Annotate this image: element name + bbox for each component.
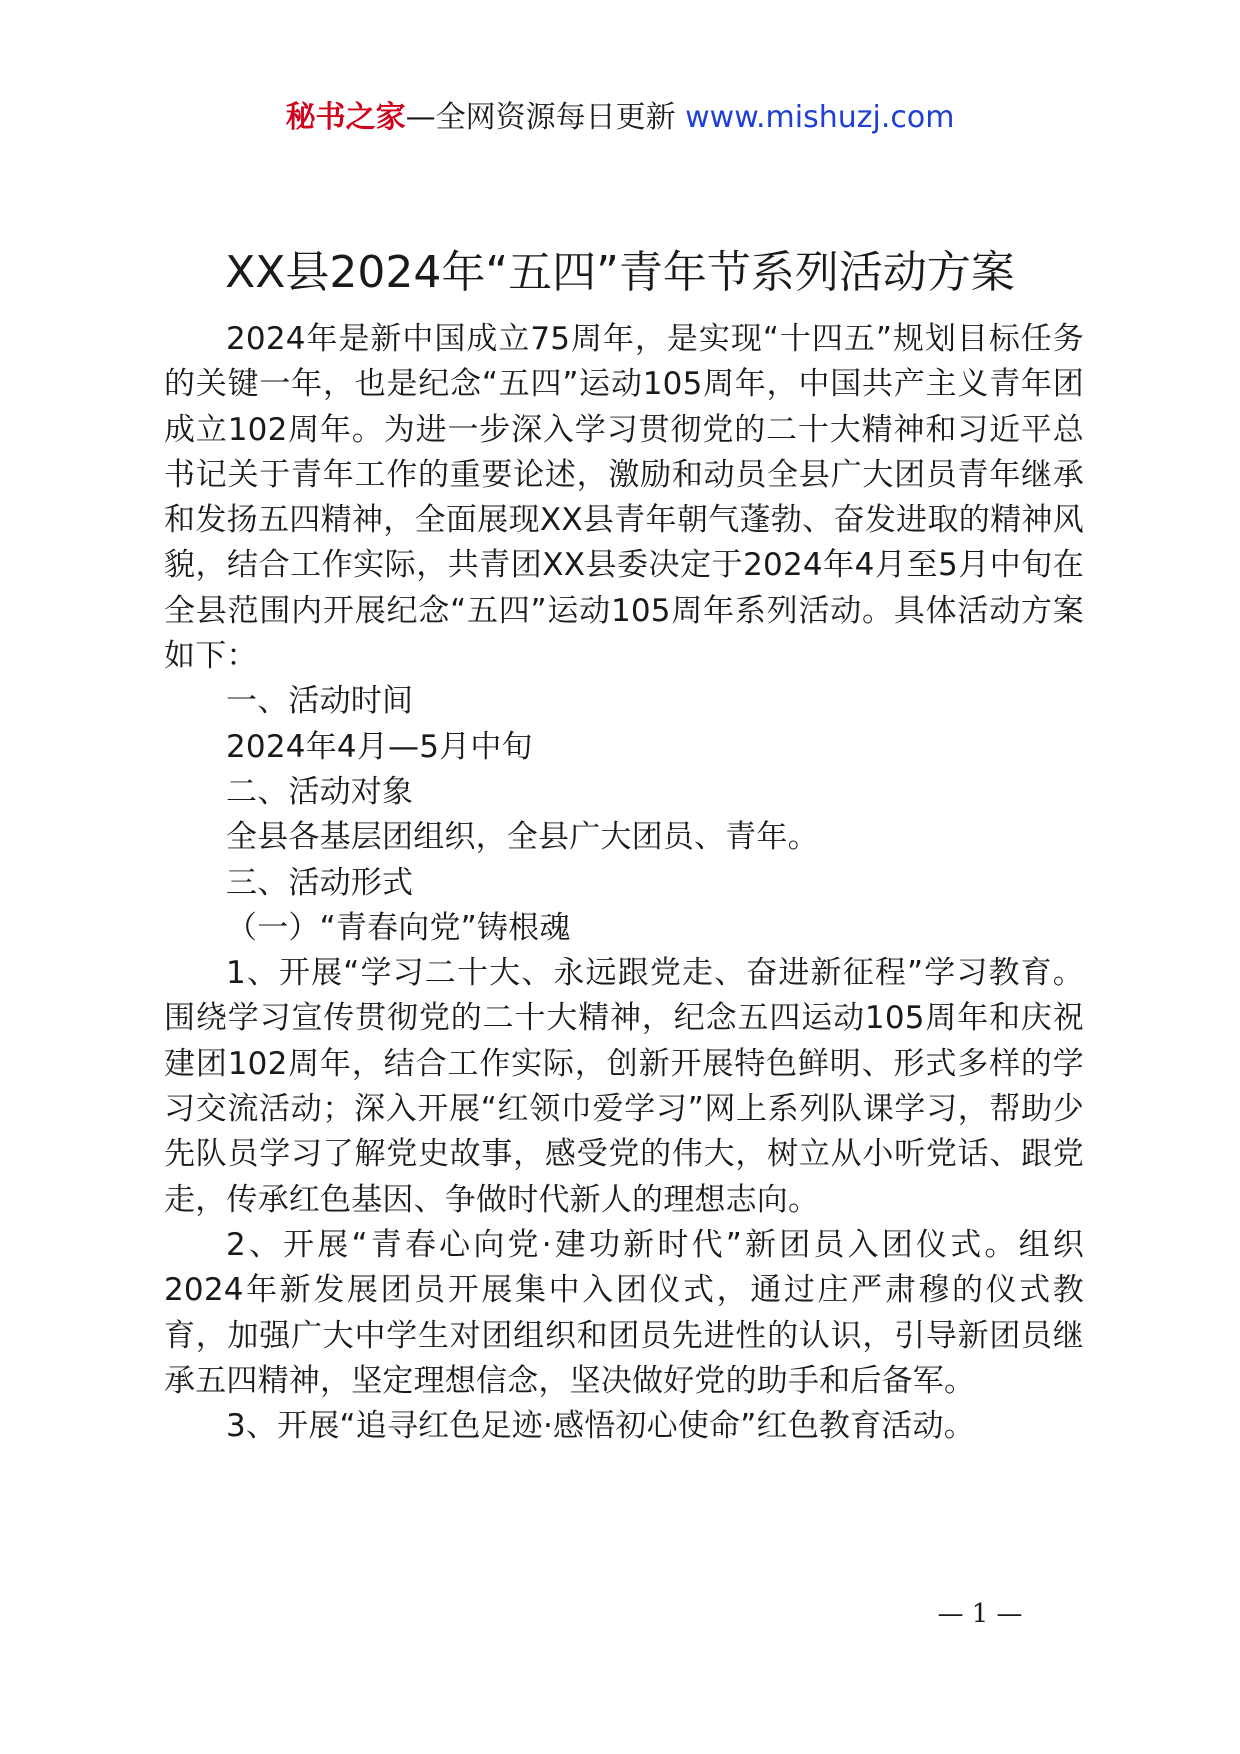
subsection-heading: （一）“青春向党”铸根魂	[226, 909, 571, 946]
site-header	[0, 98, 1240, 138]
time-paragraph: 2024年4月—5月中旬	[226, 728, 533, 765]
document-body	[164, 317, 1084, 1449]
target-paragraph: 全县各基层团组织，全县广大团员、青年。	[226, 819, 819, 856]
site-tagline: —全网资源每日更新	[405, 100, 676, 135]
document-title: XX县2024年“五四”青年节系列活动方案	[225, 247, 1015, 298]
item-paragraph-3: 3、开展“追寻红色足迹·感悟初心使命”红色教育活动。	[226, 1408, 975, 1445]
section-heading-time: 一、活动时间	[226, 683, 414, 720]
page-number: — 1 —	[937, 1599, 1023, 1629]
item-paragraph-2: 2、开展“青春心向党·建功新时代”新团员入团仪式。组织2024年新发展团员开展集中入团仪式，通过庄严肃穆的仪式教育，加强广大中学生对团组织和团员先进性的认识，引导新团员继承五四精神，坚定理想信念，坚决做好党的助手和后备军。	[164, 1226, 1084, 1399]
section-heading-form: 三、活动形式	[226, 864, 414, 901]
intro-paragraph: 2024年是新中国成立75周年，是实现“十四五”规划目标任务的关键一年，也是纪念“五四”运动105周年，中国共产主义青年团成立102周年。为进一步深入学习贯彻党的二十大精神和习近平总书记关于青年工作的重要论述，激励和动员全县广大团员青年继承和发扬五四精神，全面展现XX县青年朝气蓬勃、奋发进取的精神风貌，结合工作实际，共青团XX县委决定于2024年4月至5月中旬在全县范围内开展纪念“五四”运动105周年系列活动。具体活动方案如下：	[164, 321, 1084, 675]
item-paragraph-1: 1、开展“学习二十大、永远跟党走、奋进新征程”学习教育。围绕学习宣传贯彻党的二十大精神，纪念五四运动105周年和庆祝建团102周年，结合工作实际，创新开展特色鲜明、形式多样的学习交流活动；深入开展“红领巾爱学习”网上系列队课学习，帮助少先队员学习了解党史故事，感受党的伟大，树立从小听党话、跟党走，传承红色基因、争做时代新人的理想志向。	[164, 955, 1084, 1218]
site-url: www.mishuzj.com	[685, 100, 955, 135]
section-heading-target: 二、活动对象	[226, 773, 414, 810]
site-brand: 秘书之家	[285, 100, 406, 135]
